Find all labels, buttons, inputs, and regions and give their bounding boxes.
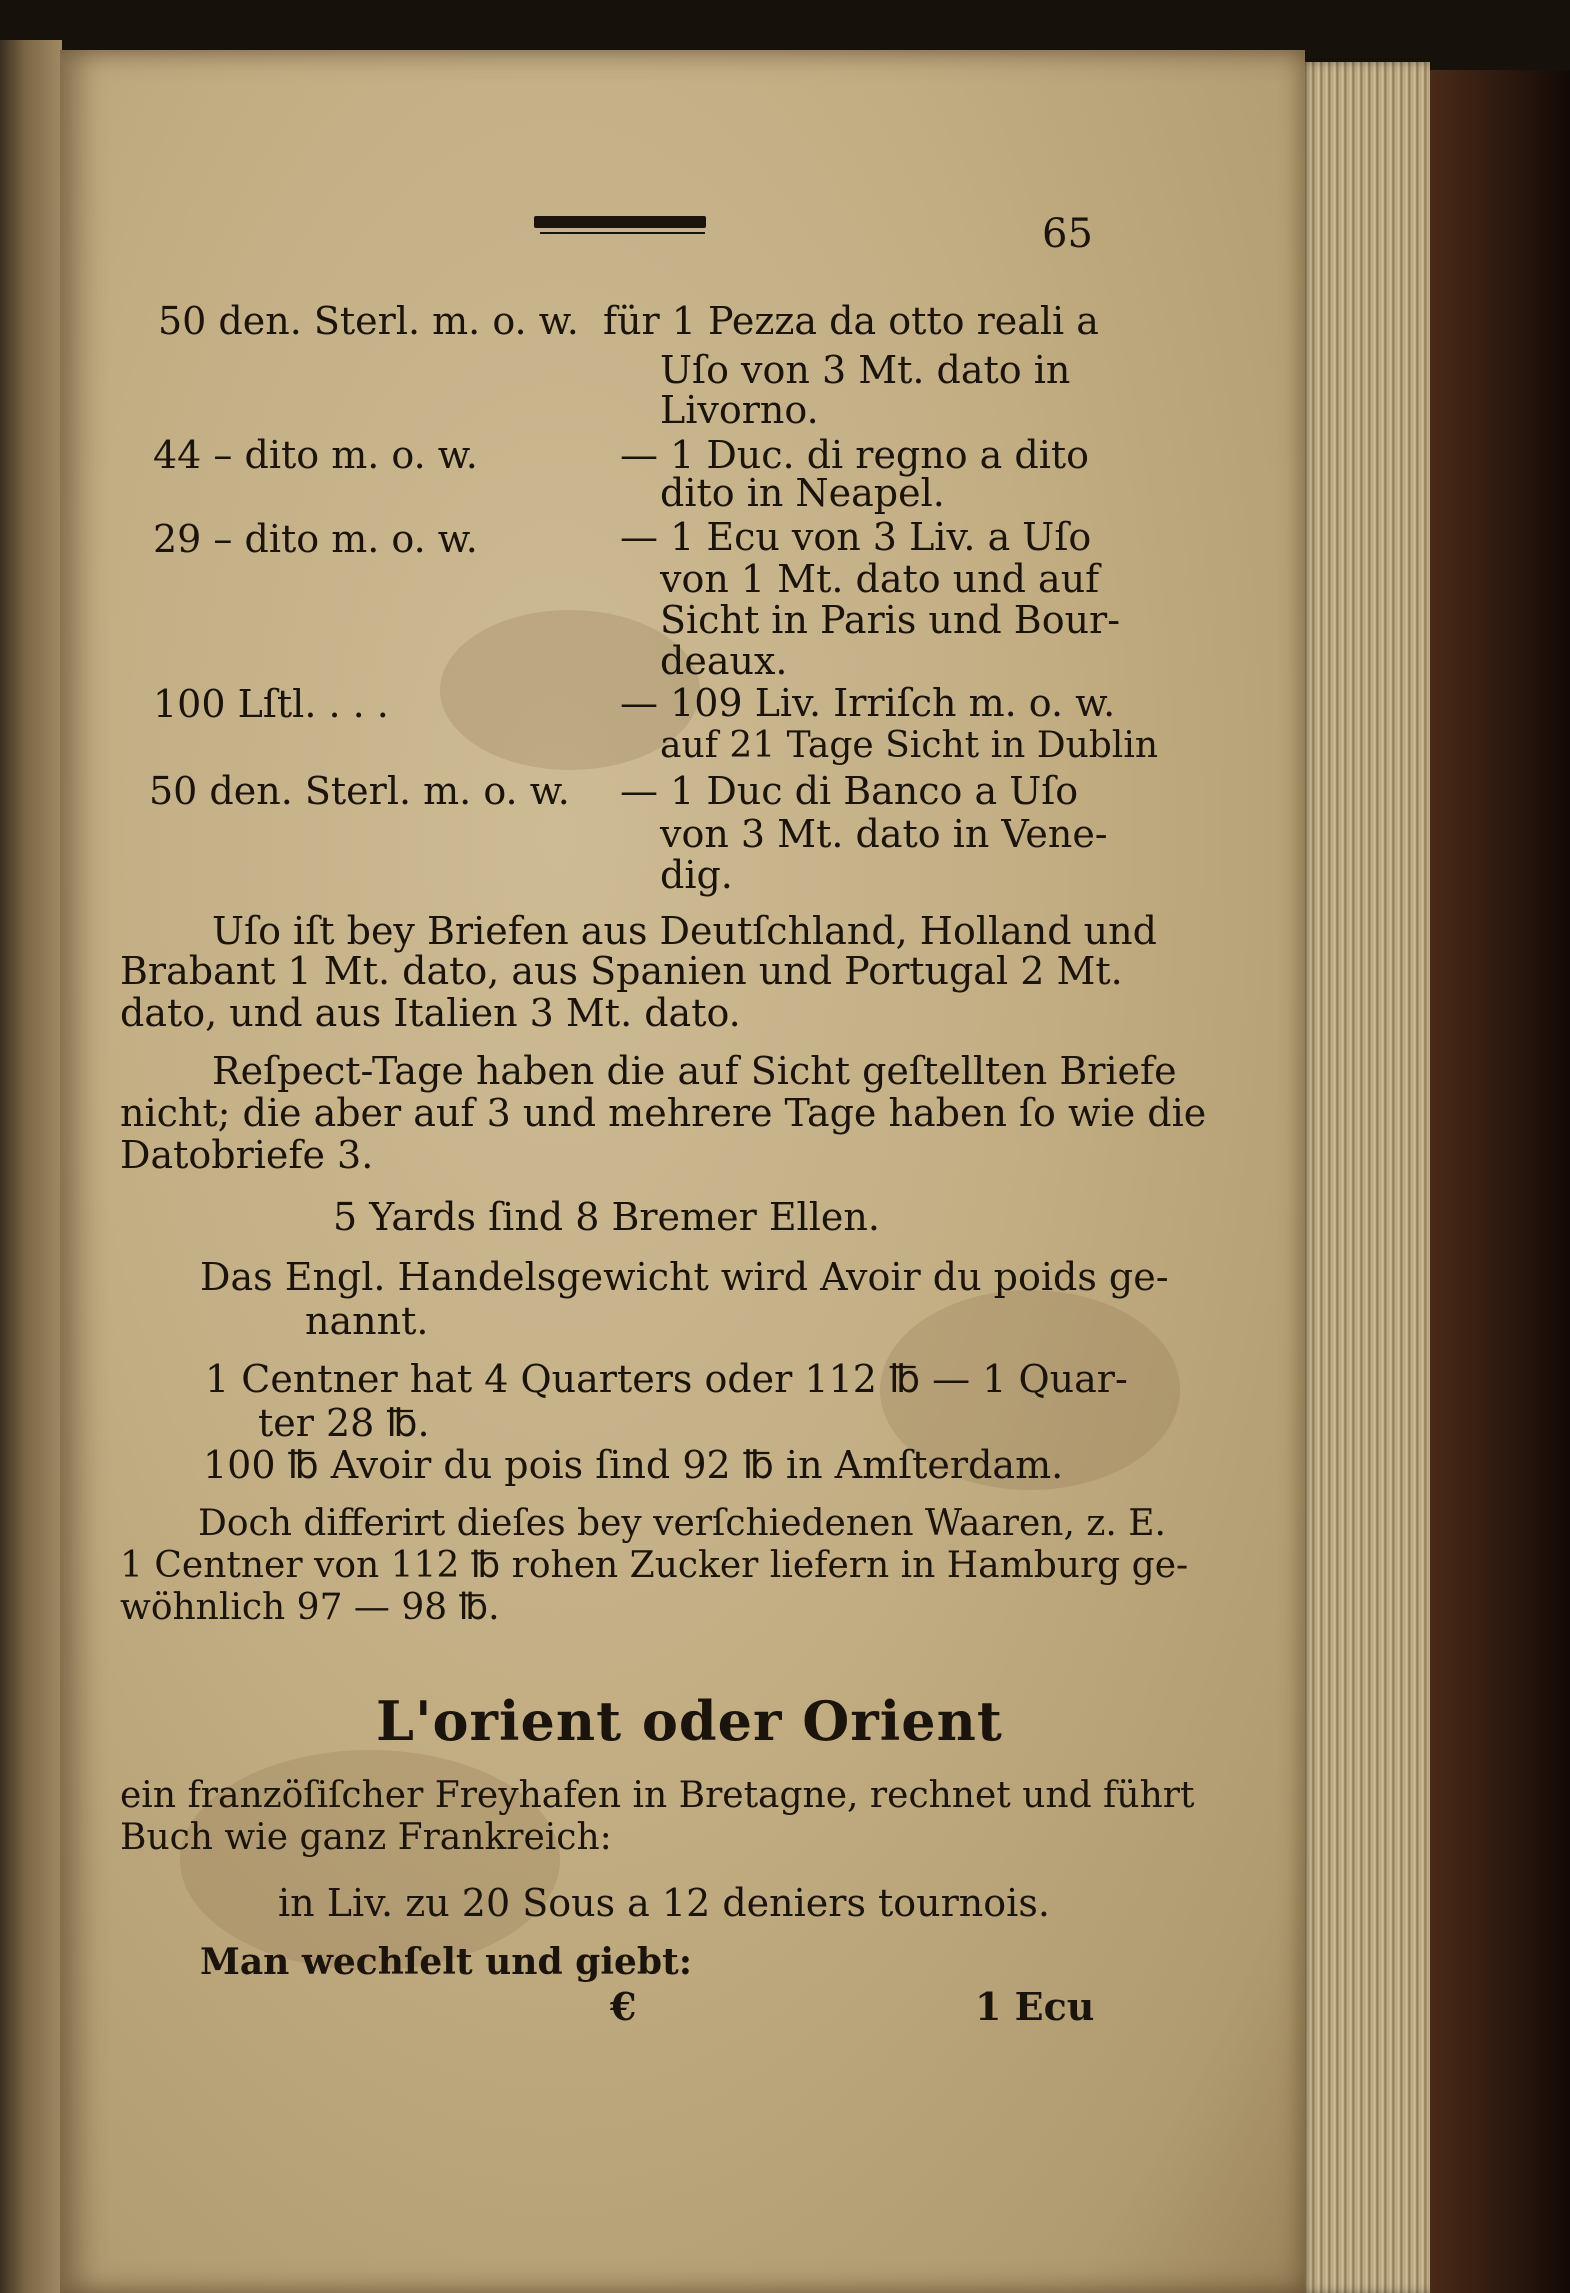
book-cover-edge xyxy=(1430,70,1570,2293)
paragraph-line: nannt. xyxy=(305,1299,429,1343)
section-line: ein franzöſiſcher Freyhafen in Bretagne, rechnet und führt xyxy=(120,1775,1195,1816)
exchange-rate-right-line: von 1 Mt. dato und auf xyxy=(660,557,1100,601)
exchange-rate-right-line: — 1 Duc. di regno a dito xyxy=(620,433,1090,477)
exchange-rate-left: 44 – dito m. o. w. xyxy=(153,433,478,477)
exchange-rate-right-line: Sicht in Paris und Bour- xyxy=(660,598,1121,642)
paragraph-line: wöhnlich 97 — 98 ℔. xyxy=(120,1587,500,1628)
header-rule-thin xyxy=(540,232,705,234)
exchange-rate-right-line: von 3 Mt. dato in Vene- xyxy=(660,812,1108,856)
bottom-currency-right: 1 Ecu xyxy=(975,1984,1095,2029)
paragraph-line: 1 Centner hat 4 Quarters oder 112 ℔ — 1 Quar- xyxy=(205,1357,1128,1401)
section-line: in Liv. zu 20 Sous a 12 deniers tournois. xyxy=(278,1881,1050,1925)
exchange-rate-left: 29 – dito m. o. w. xyxy=(153,517,478,561)
exchange-rate-right-line: — 1 Ecu von 3 Liv. a Uſo xyxy=(620,515,1092,559)
paragraph-line: Das Engl. Handelsgewicht wird Avoir du poids ge- xyxy=(200,1255,1169,1299)
header-rule xyxy=(534,216,706,228)
paragraph-line: 100 ℔ Avoir du pois ſind 92 ℔ in Amſterdam. xyxy=(203,1443,1064,1487)
paragraph-line: Datobriefe 3. xyxy=(120,1133,374,1177)
exchange-rate-right-line: auf 21 Tage Sicht in Dublin xyxy=(660,725,1159,766)
exchange-rate-left: 50 den. Sterl. m. o. w. xyxy=(158,299,579,343)
exchange-rate-right-line: — 1 Duc di Banco a Uſo xyxy=(620,769,1079,813)
exchange-rate-right-line: für 1 Pezza da otto reali a xyxy=(603,299,1099,343)
exchange-rate-right-line: Livorno. xyxy=(660,388,819,432)
paragraph-line: ter 28 ℔. xyxy=(258,1401,430,1445)
exchange-rate-right-line: — 109 Liv. Irriſch m. o. w. xyxy=(620,681,1116,725)
paragraph-line: Doch differirt dieſes bey verſchiedenen Waaren, z. E. xyxy=(198,1503,1166,1544)
exchange-rate-right-line: Uſo von 3 Mt. dato in xyxy=(660,348,1071,392)
exchange-rate-right-line: dito in Neapel. xyxy=(660,471,945,515)
page-block-edges xyxy=(1300,62,1430,2293)
exchange-rate-left: 100 Lſtl. . . . xyxy=(153,682,389,726)
paragraph-line: dato, und aus Italien 3 Mt. dato. xyxy=(120,991,741,1035)
facing-page-edge xyxy=(0,40,62,2293)
section-heading: L'orient oder Orient xyxy=(376,1689,1003,1753)
exchange-rate-left: 50 den. Sterl. m. o. w. xyxy=(149,769,570,813)
paragraph-line: Uſo iſt bey Briefen aus Deutſchland, Holland und xyxy=(212,909,1157,953)
bottom-currency-left: € xyxy=(610,1984,637,2029)
paragraph-line: Reſpect-Tage haben die auf Sicht geſtellten Briefe xyxy=(212,1049,1177,1093)
section-line: Buch wie ganz Frankreich: xyxy=(120,1817,612,1858)
section-line: Man wechſelt und giebt: xyxy=(200,1941,692,1983)
paragraph-line: Brabant 1 Mt. dato, aus Spanien und Portugal 2 Mt. xyxy=(120,949,1123,993)
exchange-rate-right-line: dig. xyxy=(660,853,733,897)
exchange-rate-right-line: deaux. xyxy=(660,639,788,683)
paragraph-line: nicht; die aber auf 3 und mehrere Tage haben ſo wie die xyxy=(120,1091,1207,1135)
paragraph-line: 1 Centner von 112 ℔ rohen Zucker liefern in Hamburg ge- xyxy=(120,1545,1189,1586)
page-number: 65 xyxy=(1042,211,1093,257)
paragraph-line: 5 Yards ſind 8 Bremer Ellen. xyxy=(333,1195,880,1239)
